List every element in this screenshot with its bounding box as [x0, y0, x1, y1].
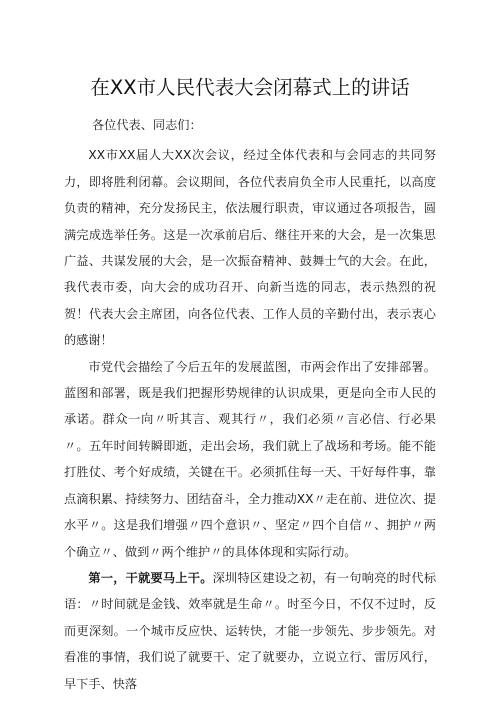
- document-title: 在XX市人民代表大会闭幕式上的讲话: [90, 76, 410, 99]
- paragraph-opening: XX市XX届人大XX次会议，经过全体代表和与会同志的共同努力，即将胜利闭幕。会议期间，各位代表肩负全市人民重托，以高度负责的精神，充分发扬民主，依法履行职责，审议通过各项报告，圆满完成选举任务。这是一次承前启后、继往开来的大会，是一次集思广益、共谋发展的大会，是一次振奋精神、鼓舞士气的大会。在此，我代表市委，向大会的成功召开、向新当选的同志，表示热烈的祝贺！代表大会主席团，向各位代表、工作人员的辛勤付出，表示衷心的感谢！: [64, 148, 436, 348]
- paragraph-blueprint: 市党代会描绘了今后五年的发展蓝图，市两会作出了安排部署。蓝图和部署，既是我们把握形势规律的认识成果，更是向全市人民的承诺。群众一向〃听其言、观其行〃，我们必须〃言必信、行必果〃。五年时间转瞬即逝，走出会场，我们就上了战场和考场。能不能打胜仗、考个好成绩，关键在干。必须抓住每一天、干好每件事，靠点滴积累、持续努力、团结奋斗，全力推动XX〃走在前、进位次、提水平〃。这是我们增强〃四个意识〃、坚定〃四个自信〃、拥护〃两个确立〃、做到〃两个维护〃的具体体现和实际行动。: [64, 359, 436, 559]
- paragraph-section-one: [64, 565, 436, 697]
- section-lead: 第一，干就要马上干。: [88, 570, 213, 585]
- section-text: 深圳特区建设之初，有一句响亮的时代标语：〃时间就是金钱、效率就是生命〃。时至今日，不仅不过时，反而更深刻。一个城市反应快、运转快，才能一步领先、步步领先。对看准的事情，我们说了就要干、定了就要办，立说立行、雷厉风行，早下手、快落: [64, 570, 437, 691]
- salutation: 各位代表、同志们：: [92, 118, 202, 132]
